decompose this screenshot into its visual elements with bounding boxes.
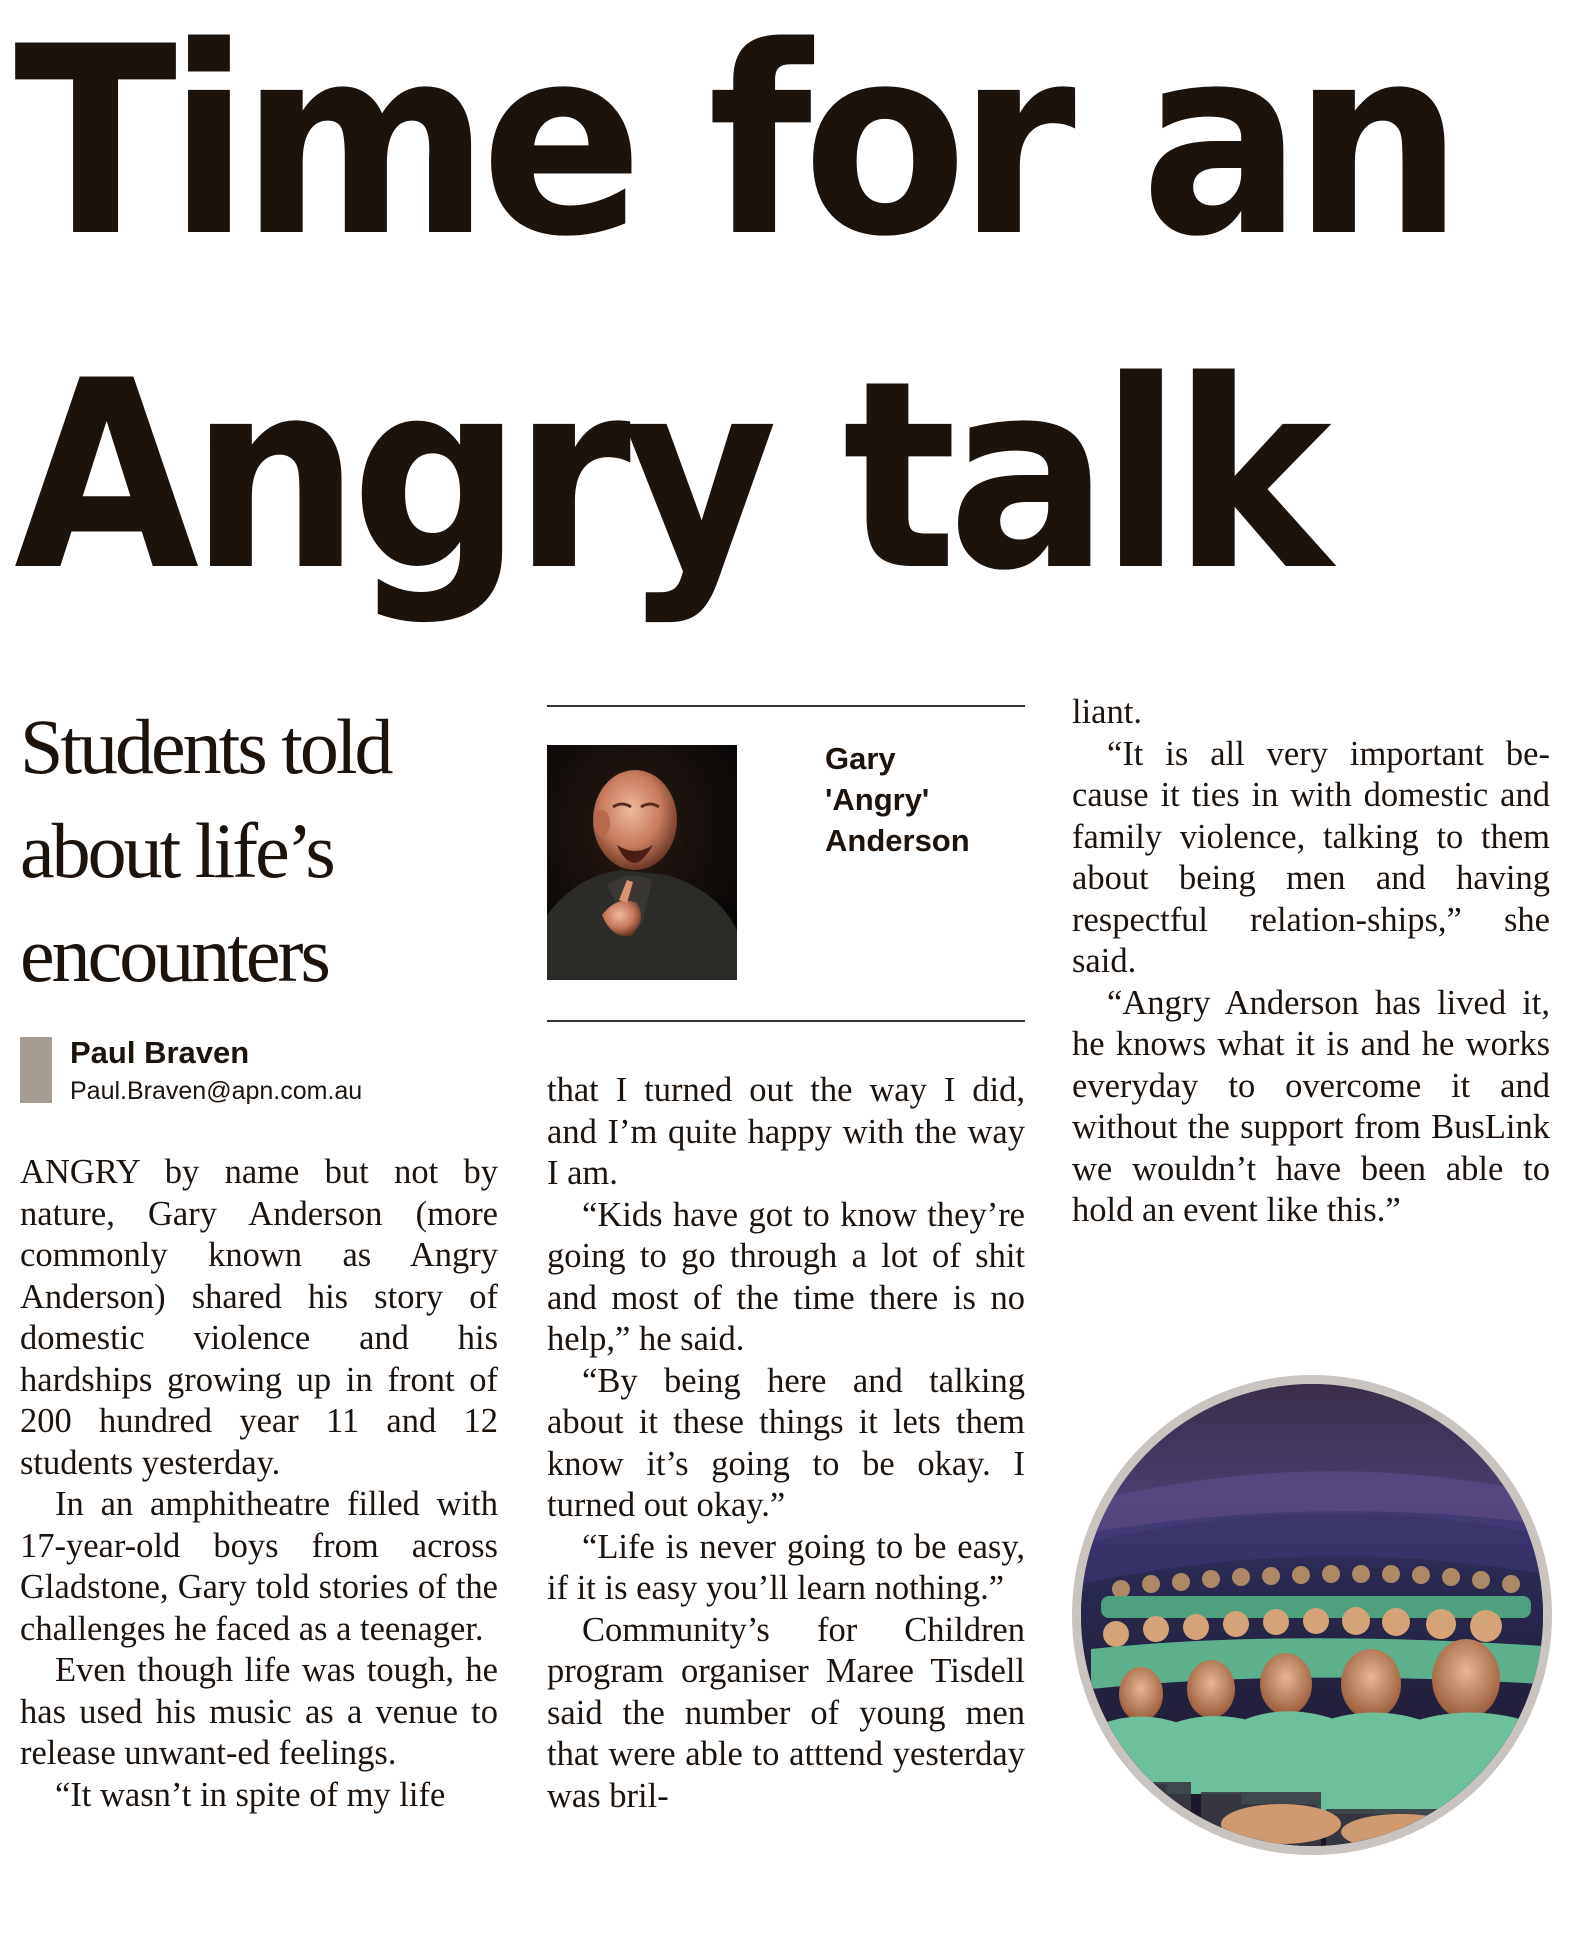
article-paragraph: “It is all very important be-cause it ties in with domestic and family violence, talking to them about being men and having respectful relation-ships,” she said. [1072,734,1550,980]
byline [20,1035,500,1105]
article-column-3 [1072,692,1550,1232]
photo-caption [825,738,1025,861]
article-paragraph: ANGRY by name but not by nature, Gary Anderson (more commonly known as Angry Anderson) shared his story of domestic violence and his hardships growing up in front of 200 hundred year 11 and 12 students yesterday. [20,1153,498,1482]
divider-rule [547,1020,1025,1022]
article-column-2 [547,1070,1025,1817]
photo-caption-line: Gary [825,741,896,776]
article-paragraph: “It wasn’t in spite of my life [55,1775,446,1814]
portrait-image [547,745,737,980]
headline-line-1: Time for an [14,0,1455,294]
article-paragraph: In an amphitheatre filled with 17-year-old boys from across Gladstone, Gary told stories of the challenges he faced as a teenager. [20,1485,498,1648]
article-paragraph: Community’s for Children program organiser Maree Tisdell said the number of young men that were able to atttend yesterday was bril- [547,1610,1025,1815]
article-paragraph: “Life is never going to be easy, if it is easy you’ll learn nothing.” [547,1527,1025,1607]
article-paragraph: “Kids have got to know they’re going to go through a lot of shit and most of the time there is no help,” he said. [547,1195,1025,1358]
audience-image [1081,1384,1543,1846]
author-email[interactable]: Paul.Braven@apn.com.au [70,1077,363,1105]
byline-bar [20,1037,52,1103]
article-paragraph: “By being here and talking about it these things it lets them know it’s going to be okay. I turned out okay.” [547,1361,1025,1524]
article-column-1 [20,1152,498,1816]
audience-photo [1072,1375,1552,1855]
divider-rule [547,705,1025,707]
article-paragraph: that I turned out the way I did, and I’m quite happy with the way I am. [547,1071,1025,1192]
article-paragraph: “Angry Anderson has lived it, he knows what it is and he works everyday to overcome it and without the support from BusLink we wouldn’t have been able to hold an event like this.” [1072,983,1550,1229]
subheadline-line: encounters [20,911,328,998]
headline-line-2: Angry talk [14,326,1323,628]
photo-caption-line: 'Angry' [825,782,930,817]
article-paragraph: Even though life was tough, he has used his music as a venue to release unwant-ed feelings. [20,1651,498,1772]
subheadline-line: Students told [20,703,391,790]
author-name: Paul Braven [70,1035,250,1070]
article-paragraph: liant. [1072,693,1142,731]
subheadline [20,695,490,1007]
subheadline-line: about life’s [20,807,333,894]
portrait-photo [547,745,737,980]
photo-caption-line: Anderson [825,823,970,858]
